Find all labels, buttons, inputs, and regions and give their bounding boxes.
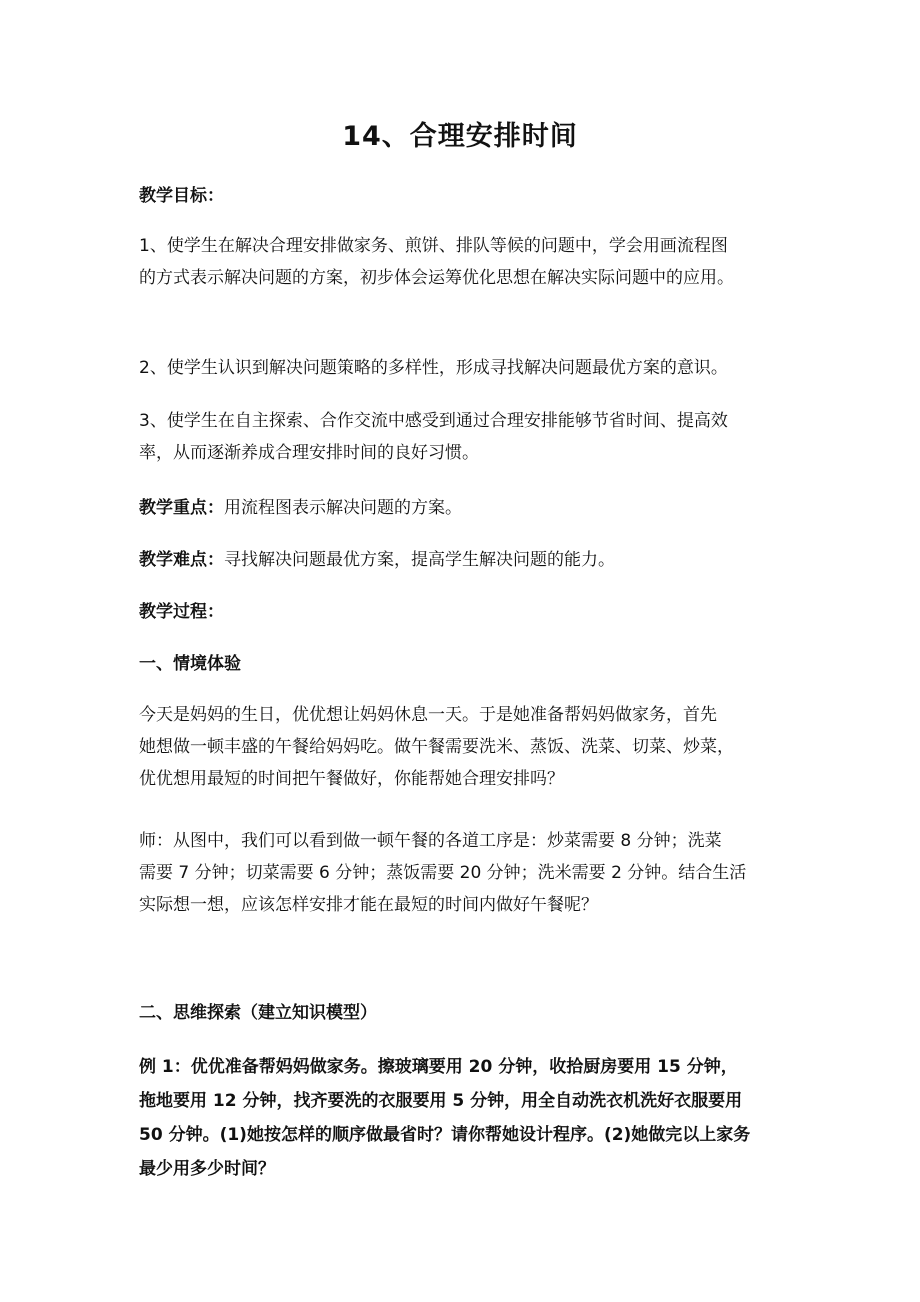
difficulty-label: 教学难点： [139, 550, 224, 570]
teacher-paragraph [139, 825, 789, 921]
paragraph-line: 优优想用最短的时间把午餐做好，你能帮她合理安排吗？ [139, 769, 564, 789]
section-2-heading: 二、思维探索（建立知识模型） [139, 1003, 377, 1023]
objectives-heading: 教学目标： [139, 186, 224, 206]
example-1-line: 例 1：优优准备帮妈妈做家务。擦玻璃要用 20 分钟，收拾厨房要用 15 分钟， [139, 1057, 738, 1077]
objective-1-line: 1、使学生在解决合理安排做家务、煎饼、排队等候的问题中，学会用画流程图 [139, 236, 728, 256]
example-1-line: 拖地要用 12 分钟，找齐要洗的衣服要用 5 分钟，用全自动洗衣机洗好衣服要用 [139, 1091, 743, 1111]
example-1-line: 50 分钟。(1)她按怎样的顺序做最省时？请你帮她设计程序。(2)她做完以上家务 [139, 1125, 751, 1145]
example-1 [139, 1050, 789, 1186]
process-heading: 教学过程： [139, 602, 224, 622]
objective-3 [139, 405, 789, 469]
objective-1-line: 的方式表示解决问题的方案，初步体会运筹优化思想在解决实际问题中的应用。 [139, 268, 734, 288]
example-1-line: 最少用多少时间？ [139, 1159, 275, 1179]
paragraph-line: 她想做一顿丰盛的午餐给妈妈吃。做午餐需要洗米、蒸饭、洗菜、切菜、炒菜， [139, 737, 734, 757]
key-point [139, 492, 789, 524]
difficulty-text: 寻找解决问题最优方案，提高学生解决问题的能力。 [224, 550, 615, 570]
paragraph-line: 需要 7 分钟；切菜需要 6 分钟；蒸饭需要 20 分钟；洗米需要 2 分钟。结合生活 [139, 863, 747, 883]
key-point-text: 用流程图表示解决问题的方案。 [224, 498, 462, 518]
page-title: 14、合理安排时间 [342, 121, 578, 152]
difficulty [139, 544, 789, 576]
objective-3-line: 3、使学生在自主探索、合作交流中感受到通过合理安排能够节省时间、提高效 [139, 411, 728, 431]
objective-3-line: 率，从而逐渐养成合理安排时间的良好习惯。 [139, 443, 479, 463]
objective-2: 2、使学生认识到解决问题策略的多样性，形成寻找解决问题最优方案的意识。 [139, 358, 728, 378]
section-1-paragraph [139, 699, 789, 795]
key-point-label: 教学重点： [139, 498, 224, 518]
objective-1 [139, 230, 789, 294]
paragraph-line: 今天是妈妈的生日，优优想让妈妈休息一天。于是她准备帮妈妈做家务，首先 [139, 705, 717, 725]
paragraph-line: 师：从图中，我们可以看到做一顿午餐的各道工序是：炒菜需要 8 分钟；洗菜 [139, 831, 722, 851]
section-1-heading: 一、情境体验 [139, 654, 241, 674]
paragraph-line: 实际想一想，应该怎样安排才能在最短的时间内做好午餐呢？ [139, 895, 598, 915]
